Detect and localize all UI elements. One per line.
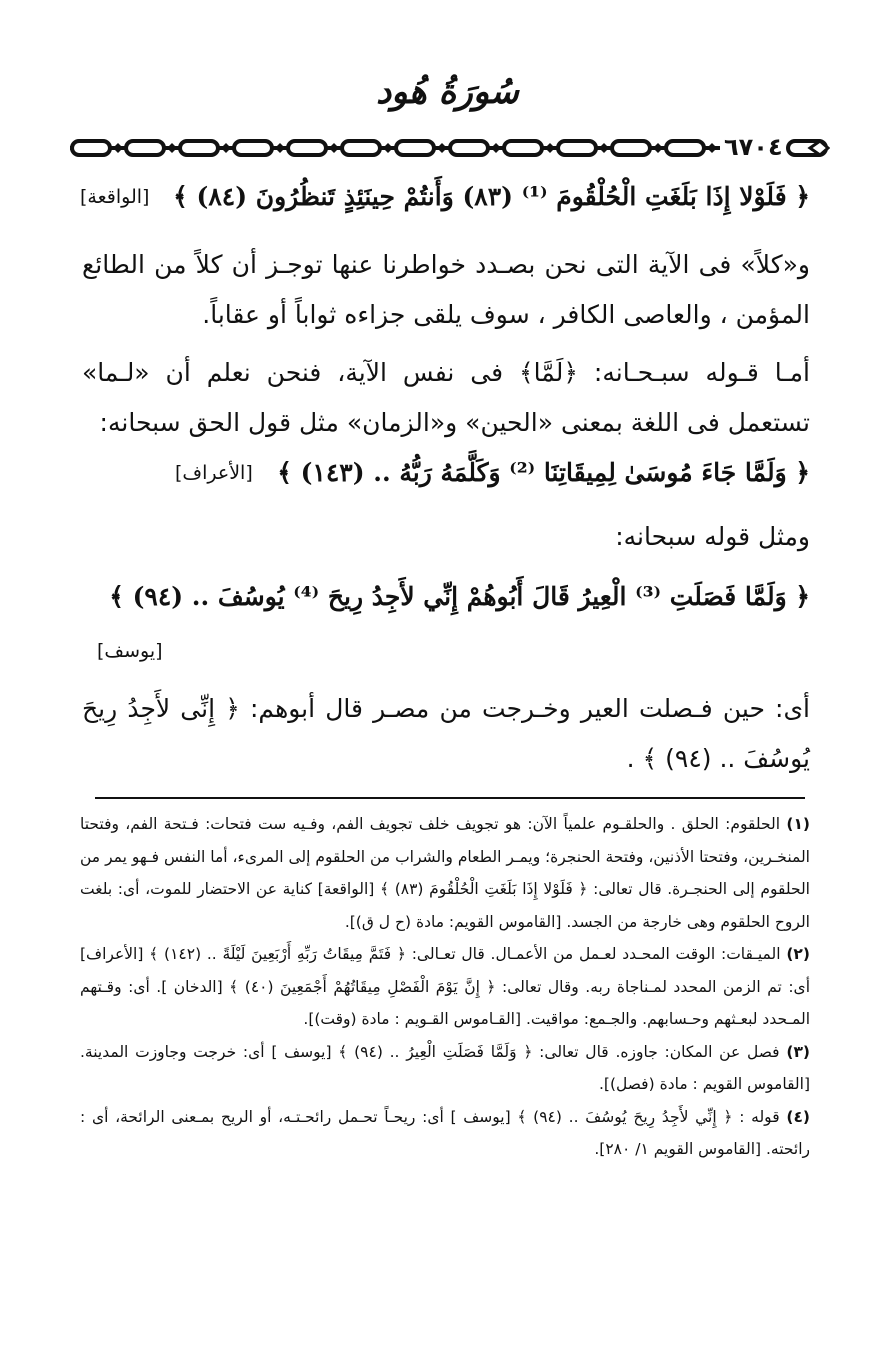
border-diamond — [167, 143, 177, 153]
footnote-text: فصل عن المكان: جاوزه. قال تعالى: ﴿ وَلَمَّا فَصَلَتِ الْعِيرُ .. (٩٤) ﴾ [يوسف ] أى: خرجت وجاوزت المدينة. [القاموس القويم : مادة (فصل)]. — [80, 1042, 810, 1093]
footnote-separator — [95, 797, 805, 799]
verse-text: ﴿ وَلَمَّا فَصَلَتِ ⁽³⁾ الْعِيرُ قَالَ أَبُوهُمْ إِنِّي لأَجِدُ رِيحَ ⁽⁴⁾ يُوسُفَ .. (٩٤) ﴾ — [109, 582, 810, 611]
footnote-item — [80, 938, 810, 1036]
border-link — [180, 141, 218, 155]
paragraph-ay: أى: حين فـصلت العير وخـرجت من مصـر قال أبوهم: ﴿ إِنِّى لأَجِدُ رِيحَ يُوسُفَ .. (٩٤) ﴾ . — [82, 694, 810, 773]
border-diamond — [329, 143, 339, 153]
paragraph-mithl: ومثل قوله سبحانه: — [615, 522, 810, 551]
footnote-text: الحلقوم: الحلق . والحلقـوم علمياً الآن: هو تجويف خلف تجويف الفم، وفـيه ست فتحات: فـتحة الفم، وفتحتا المنخـرين، وفتحتا الأذنين، وفتحة الحنجرة؛ ويمـر الطعام والشراب من الحلقوم إلى المرىء، أما النفس فـهو يمر من الحلقوم إلى الحنجـرة. قال تعالى: ﴿ فَلَوْلا إِذَا بَلَغَتِ الْحُلْقُومَ (٨٣) ﴾ [الواقعة] كناية عن الاحتضار للموت، أى: بلغت الروح الحلقوم وهى خارجة من الجسد. [القاموس القويم: مادة (ح ل ق)]. — [80, 815, 810, 931]
decorative-border — [70, 130, 830, 166]
footnote-item — [80, 1101, 810, 1166]
footnote-item — [80, 808, 810, 938]
border-link — [288, 141, 326, 155]
border-diamond — [275, 143, 285, 153]
verse-line-waqia — [80, 172, 810, 222]
border-diamond — [383, 143, 393, 153]
verse-reference: [يوسف] — [97, 640, 163, 662]
border-link — [558, 141, 596, 155]
border-link — [72, 141, 110, 155]
border-diamond — [599, 143, 609, 153]
border-diamond — [653, 143, 663, 153]
border-link — [126, 141, 164, 155]
border-link — [342, 141, 380, 155]
footnote-text: قوله : ﴿ إِنِّي لأَجِدُ رِيحَ يُوسُفَ .. (٩٤) ﴾ [يوسف ] أى: ريحـاً تحـمل رائحـتـه، أو الريح بمـعنى الرائحة، أى : رائحته. [القاموس القويم ١/ ٢٨٠]. — [80, 1107, 810, 1158]
border-diamond — [545, 143, 555, 153]
footnote-number: (٢) — [786, 945, 810, 963]
border-diamond — [491, 143, 501, 153]
paragraph-lamma: أمـا قـوله سبـحـانه: ﴿لَمَّا﴾ فى نفس الآية، فنحن نعلم أن «لـما» تستعمل فى اللغة بمعنى «الحين» و«الزمان» مثل قول الحق سبحانه: — [82, 358, 810, 437]
border-diamond — [221, 143, 231, 153]
border-link — [666, 141, 704, 155]
verse-text: ﴿ فَلَوْلا إِذَا بَلَغَتِ الْحُلْقُومَ ⁽¹⁾ (٨٣) وَأَنتُمْ حِينَئِذٍ تَنظُرُونَ (٨٤) ﴾ — [173, 182, 810, 211]
verse-line-yusuf — [80, 572, 810, 622]
surah-title: سُورَةُ هُود — [376, 72, 519, 112]
border-link — [450, 141, 488, 155]
border-link — [396, 141, 434, 155]
ornament-chain-icon — [70, 130, 830, 166]
footnotes — [80, 808, 810, 1166]
border-link — [612, 141, 650, 155]
border-link — [504, 141, 542, 155]
footnote-number: (١) — [786, 815, 810, 833]
paragraph-kalla: و«كلاً» فى الآية التى نحن بصـدد خواطرنا عنها توجـز أن كلاً من الطائع المؤمن ، والعاصى الكافر ، سوف يلقى جزاءه ثواباً أو عقاباً. — [82, 250, 810, 329]
footnote-text: الميـقات: الوقت المحـدد لعـمل من الأعمـال. قال تعـالى: ﴿ فَتَمَّ مِيقَاتُ رَبِّهِ أَرْبَعِينَ لَيْلَةً .. (١٤٢) ﴾ [الأعراف] أى: تم الزمن المحدد لمـناجاة ربه. وقال تعالى: ﴿ إِنَّ يَوْمَ الْفَصْلِ مِيقَاتُهُمْ أَجْمَعِينَ (٤٠) ﴾ [الدخان ]. أى: وقـتهم المـحدد لبعـثهم وحـسابهم. والجـمع: مواقيت. [القـاموس القـويم : مادة (وقت)]. — [80, 945, 810, 1028]
footnote-number: (٣) — [786, 1042, 810, 1061]
verse-line-araf — [80, 448, 810, 498]
footnote-number: (٤) — [786, 1107, 810, 1126]
footnote-item — [80, 1036, 810, 1101]
page-number: ٦٧٠٤ — [724, 133, 783, 161]
border-diamond — [113, 143, 123, 153]
verse-reference: [الأعراف] — [175, 462, 253, 484]
verse-text: ﴿ وَلَمَّا جَاءَ مُوسَىٰ لِمِيقَاتِنَا ⁽²⁾ وَكَلَّمَهُ رَبُّهُ .. (١٤٣) ﴾ — [277, 458, 810, 487]
border-diamond — [707, 143, 717, 153]
verse-reference: [الواقعة] — [80, 186, 150, 208]
border-link — [234, 141, 272, 155]
border-diamond — [437, 143, 447, 153]
